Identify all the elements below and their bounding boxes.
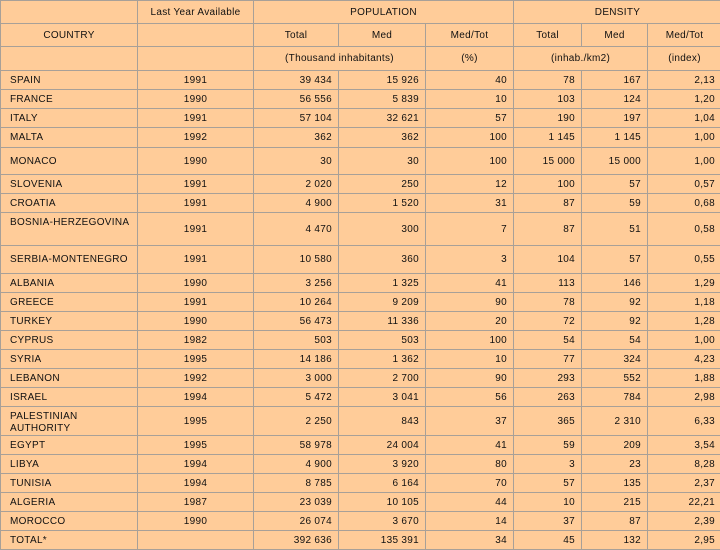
density-med-cell: 57 bbox=[582, 175, 648, 194]
table-row bbox=[1, 90, 720, 109]
population-med-pct-cell: 100 bbox=[426, 128, 514, 148]
table-row bbox=[1, 128, 720, 148]
population-med-pct-cell: 100 bbox=[426, 331, 514, 350]
population-med-cell: 3 920 bbox=[339, 455, 426, 474]
country-cell: EGYPT bbox=[1, 436, 138, 455]
table-row bbox=[1, 493, 720, 512]
year-cell: 1994 bbox=[138, 388, 254, 407]
density-med-cell: 167 bbox=[582, 71, 648, 90]
total-row bbox=[1, 531, 720, 550]
table-row bbox=[1, 274, 720, 293]
year-cell bbox=[138, 531, 254, 550]
table-row bbox=[1, 175, 720, 194]
table-row bbox=[1, 312, 720, 331]
country-cell: CROATIA bbox=[1, 194, 138, 213]
header-pop-medtot: Med/Tot bbox=[426, 24, 514, 47]
population-med-pct-cell: 80 bbox=[426, 455, 514, 474]
population-total-cell: 30 bbox=[254, 148, 339, 175]
year-cell: 1992 bbox=[138, 369, 254, 388]
population-med-pct-cell: 56 bbox=[426, 388, 514, 407]
population-total-cell: 23 039 bbox=[254, 493, 339, 512]
header-empty bbox=[138, 47, 254, 71]
table-row bbox=[1, 194, 720, 213]
population-med-cell: 30 bbox=[339, 148, 426, 175]
year-cell: 1990 bbox=[138, 512, 254, 531]
density-med-cell: 51 bbox=[582, 213, 648, 246]
population-med-pct-cell: 20 bbox=[426, 312, 514, 331]
country-cell: LIBYA bbox=[1, 455, 138, 474]
density-total-cell: 87 bbox=[514, 194, 582, 213]
population-total-cell: 39 434 bbox=[254, 71, 339, 90]
table-row bbox=[1, 474, 720, 493]
density-index-cell: 6,33 bbox=[648, 407, 720, 436]
density-total-cell: 293 bbox=[514, 369, 582, 388]
density-med-cell: 92 bbox=[582, 312, 648, 331]
population-med-cell: 843 bbox=[339, 407, 426, 436]
unit-index: (index) bbox=[648, 47, 720, 71]
country-cell: SERBIA-MONTENEGRO bbox=[1, 246, 138, 274]
year-cell: 1990 bbox=[138, 274, 254, 293]
population-total-cell: 3 000 bbox=[254, 369, 339, 388]
density-total-cell: 78 bbox=[514, 71, 582, 90]
table-row bbox=[1, 512, 720, 531]
density-index-cell: 2,98 bbox=[648, 388, 720, 407]
density-index-cell: 2,39 bbox=[648, 512, 720, 531]
density-index-cell: 1,28 bbox=[648, 312, 720, 331]
density-total-cell: 365 bbox=[514, 407, 582, 436]
density-med-cell: 784 bbox=[582, 388, 648, 407]
density-total-cell: 10 bbox=[514, 493, 582, 512]
density-med-cell: 59 bbox=[582, 194, 648, 213]
country-cell: SYRIA bbox=[1, 350, 138, 369]
population-total-cell: 362 bbox=[254, 128, 339, 148]
population-total-cell: 503 bbox=[254, 331, 339, 350]
population-med-cell: 5 839 bbox=[339, 90, 426, 109]
table-row bbox=[1, 455, 720, 474]
population-total-cell: 4 900 bbox=[254, 455, 339, 474]
table-row bbox=[1, 369, 720, 388]
density-total-cell: 72 bbox=[514, 312, 582, 331]
density-index-cell: 0,57 bbox=[648, 175, 720, 194]
population-med-cell: 362 bbox=[339, 128, 426, 148]
country-cell: MOROCCO bbox=[1, 512, 138, 531]
year-cell: 1995 bbox=[138, 350, 254, 369]
population-total-cell: 5 472 bbox=[254, 388, 339, 407]
population-total-cell: 56 473 bbox=[254, 312, 339, 331]
population-med-cell: 6 164 bbox=[339, 474, 426, 493]
population-med-pct-cell: 90 bbox=[426, 293, 514, 312]
year-cell: 1987 bbox=[138, 493, 254, 512]
density-index-cell: 3,54 bbox=[648, 436, 720, 455]
year-cell: 1991 bbox=[138, 194, 254, 213]
population-med-pct-cell: 41 bbox=[426, 274, 514, 293]
year-cell: 1994 bbox=[138, 455, 254, 474]
year-cell: 1990 bbox=[138, 148, 254, 175]
density-index-cell: 8,28 bbox=[648, 455, 720, 474]
table-row bbox=[1, 407, 720, 436]
density-med-cell: 146 bbox=[582, 274, 648, 293]
population-med-cell: 11 336 bbox=[339, 312, 426, 331]
population-total-cell: 8 785 bbox=[254, 474, 339, 493]
population-total-cell: 56 556 bbox=[254, 90, 339, 109]
density-med-cell: 552 bbox=[582, 369, 648, 388]
header-row-groups bbox=[1, 1, 720, 24]
density-index-cell: 0,58 bbox=[648, 213, 720, 246]
year-cell: 1991 bbox=[138, 71, 254, 90]
country-cell: MONACO bbox=[1, 148, 138, 175]
country-cell: CYPRUS bbox=[1, 331, 138, 350]
year-cell: 1982 bbox=[138, 331, 254, 350]
density-index-cell: 2,13 bbox=[648, 71, 720, 90]
table-row bbox=[1, 331, 720, 350]
population-med-cell: 24 004 bbox=[339, 436, 426, 455]
density-med-cell: 2 310 bbox=[582, 407, 648, 436]
density-index-cell: 0,55 bbox=[648, 246, 720, 274]
country-cell: MALTA bbox=[1, 128, 138, 148]
density-total-cell: 190 bbox=[514, 109, 582, 128]
population-total-cell: 4 900 bbox=[254, 194, 339, 213]
table-row bbox=[1, 436, 720, 455]
population-med-pct-cell: 70 bbox=[426, 474, 514, 493]
population-med-pct-cell: 37 bbox=[426, 407, 514, 436]
table-row bbox=[1, 350, 720, 369]
year-cell: 1991 bbox=[138, 175, 254, 194]
population-med-pct-cell: 31 bbox=[426, 194, 514, 213]
country-cell: GREECE bbox=[1, 293, 138, 312]
header-last-year: Last Year Available bbox=[138, 1, 254, 24]
density-index-cell: 1,18 bbox=[648, 293, 720, 312]
population-med-pct-cell: 12 bbox=[426, 175, 514, 194]
density-total-cell: 100 bbox=[514, 175, 582, 194]
table-row bbox=[1, 148, 720, 175]
density-index-cell: 1,04 bbox=[648, 109, 720, 128]
table-row bbox=[1, 71, 720, 90]
country-cell: ISRAEL bbox=[1, 388, 138, 407]
header-empty bbox=[138, 24, 254, 47]
table-row bbox=[1, 293, 720, 312]
country-cell: ALGERIA bbox=[1, 493, 138, 512]
table-row bbox=[1, 388, 720, 407]
population-total-cell: 14 186 bbox=[254, 350, 339, 369]
year-cell: 1991 bbox=[138, 109, 254, 128]
country-cell: PALESTINIAN AUTHORITY bbox=[1, 407, 138, 436]
density-med-cell: 1 145 bbox=[582, 128, 648, 148]
density-med-cell: 124 bbox=[582, 90, 648, 109]
density-total-cell: 37 bbox=[514, 512, 582, 531]
density-med-cell: 209 bbox=[582, 436, 648, 455]
population-med-cell: 15 926 bbox=[339, 71, 426, 90]
density-index-cell: 22,21 bbox=[648, 493, 720, 512]
density-total-cell: 1 145 bbox=[514, 128, 582, 148]
header-population: POPULATION bbox=[254, 1, 514, 24]
density-med-cell: 15 000 bbox=[582, 148, 648, 175]
header-pop-total: Total bbox=[254, 24, 339, 47]
year-cell: 1995 bbox=[138, 436, 254, 455]
table-row bbox=[1, 246, 720, 274]
population-total-cell: 4 470 bbox=[254, 213, 339, 246]
population-med-cell: 1 520 bbox=[339, 194, 426, 213]
density-total-cell: 45 bbox=[514, 531, 582, 550]
unit-density: (inhab./km2) bbox=[514, 47, 648, 71]
population-med-cell: 503 bbox=[339, 331, 426, 350]
density-total-cell: 113 bbox=[514, 274, 582, 293]
density-index-cell: 1,88 bbox=[648, 369, 720, 388]
population-med-pct-cell: 57 bbox=[426, 109, 514, 128]
density-med-cell: 197 bbox=[582, 109, 648, 128]
header-den-medtot: Med/Tot bbox=[648, 24, 720, 47]
header-row-columns bbox=[1, 24, 720, 47]
header-row-units bbox=[1, 47, 720, 71]
population-med-pct-cell: 100 bbox=[426, 148, 514, 175]
population-med-cell: 300 bbox=[339, 213, 426, 246]
population-med-pct-cell: 44 bbox=[426, 493, 514, 512]
population-med-pct-cell: 3 bbox=[426, 246, 514, 274]
density-index-cell: 2,37 bbox=[648, 474, 720, 493]
year-cell: 1992 bbox=[138, 128, 254, 148]
density-total-cell: 15 000 bbox=[514, 148, 582, 175]
population-total-cell: 2 020 bbox=[254, 175, 339, 194]
year-cell: 1991 bbox=[138, 246, 254, 274]
density-total-cell: 78 bbox=[514, 293, 582, 312]
population-med-pct-cell: 10 bbox=[426, 350, 514, 369]
population-total-cell: 10 264 bbox=[254, 293, 339, 312]
unit-population: (Thousand inhabitants) bbox=[254, 47, 426, 71]
country-cell: TUNISIA bbox=[1, 474, 138, 493]
density-total-cell: 104 bbox=[514, 246, 582, 274]
population-med-cell: 2 700 bbox=[339, 369, 426, 388]
population-med-pct-cell: 10 bbox=[426, 90, 514, 109]
population-med-cell: 135 391 bbox=[339, 531, 426, 550]
population-total-cell: 10 580 bbox=[254, 246, 339, 274]
density-index-cell: 1,00 bbox=[648, 128, 720, 148]
population-med-cell: 10 105 bbox=[339, 493, 426, 512]
density-total-cell: 59 bbox=[514, 436, 582, 455]
density-total-cell: 54 bbox=[514, 331, 582, 350]
density-med-cell: 135 bbox=[582, 474, 648, 493]
header-pop-med: Med bbox=[339, 24, 426, 47]
density-index-cell: 1,00 bbox=[648, 331, 720, 350]
density-total-cell: 77 bbox=[514, 350, 582, 369]
density-med-cell: 54 bbox=[582, 331, 648, 350]
country-cell: BOSNIA-HERZEGOVINA bbox=[1, 213, 138, 246]
year-cell: 1994 bbox=[138, 474, 254, 493]
table-row bbox=[1, 109, 720, 128]
country-cell: SLOVENIA bbox=[1, 175, 138, 194]
population-med-cell: 3 670 bbox=[339, 512, 426, 531]
unit-percent: (%) bbox=[426, 47, 514, 71]
population-med-cell: 360 bbox=[339, 246, 426, 274]
density-total-cell: 87 bbox=[514, 213, 582, 246]
density-med-cell: 23 bbox=[582, 455, 648, 474]
population-total-cell: 26 074 bbox=[254, 512, 339, 531]
density-med-cell: 57 bbox=[582, 246, 648, 274]
population-med-pct-cell: 7 bbox=[426, 213, 514, 246]
density-index-cell: 1,20 bbox=[648, 90, 720, 109]
population-med-cell: 32 621 bbox=[339, 109, 426, 128]
population-total-cell: 58 978 bbox=[254, 436, 339, 455]
country-cell: TOTAL* bbox=[1, 531, 138, 550]
population-total-cell: 392 636 bbox=[254, 531, 339, 550]
table-row bbox=[1, 213, 720, 246]
country-cell: TURKEY bbox=[1, 312, 138, 331]
density-index-cell: 1,00 bbox=[648, 148, 720, 175]
density-total-cell: 103 bbox=[514, 90, 582, 109]
country-cell: SPAIN bbox=[1, 71, 138, 90]
country-cell: FRANCE bbox=[1, 90, 138, 109]
header-den-med: Med bbox=[582, 24, 648, 47]
population-med-cell: 250 bbox=[339, 175, 426, 194]
density-med-cell: 215 bbox=[582, 493, 648, 512]
density-med-cell: 324 bbox=[582, 350, 648, 369]
header-density: DENSITY bbox=[514, 1, 720, 24]
population-med-pct-cell: 34 bbox=[426, 531, 514, 550]
population-med-cell: 3 041 bbox=[339, 388, 426, 407]
population-total-cell: 57 104 bbox=[254, 109, 339, 128]
density-index-cell: 2,95 bbox=[648, 531, 720, 550]
country-cell: ALBANIA bbox=[1, 274, 138, 293]
density-total-cell: 57 bbox=[514, 474, 582, 493]
population-total-cell: 3 256 bbox=[254, 274, 339, 293]
density-total-cell: 263 bbox=[514, 388, 582, 407]
density-index-cell: 0,68 bbox=[648, 194, 720, 213]
density-med-cell: 132 bbox=[582, 531, 648, 550]
header-empty bbox=[1, 47, 138, 71]
density-total-cell: 3 bbox=[514, 455, 582, 474]
country-cell: LEBANON bbox=[1, 369, 138, 388]
population-med-pct-cell: 90 bbox=[426, 369, 514, 388]
header-empty bbox=[1, 1, 138, 24]
header-country: COUNTRY bbox=[1, 24, 138, 47]
population-med-cell: 9 209 bbox=[339, 293, 426, 312]
density-index-cell: 1,29 bbox=[648, 274, 720, 293]
year-cell: 1991 bbox=[138, 213, 254, 246]
year-cell: 1990 bbox=[138, 312, 254, 331]
density-index-cell: 4,23 bbox=[648, 350, 720, 369]
year-cell: 1991 bbox=[138, 293, 254, 312]
population-med-pct-cell: 40 bbox=[426, 71, 514, 90]
population-total-cell: 2 250 bbox=[254, 407, 339, 436]
population-med-cell: 1 362 bbox=[339, 350, 426, 369]
header-den-total: Total bbox=[514, 24, 582, 47]
population-med-cell: 1 325 bbox=[339, 274, 426, 293]
year-cell: 1995 bbox=[138, 407, 254, 436]
population-med-pct-cell: 41 bbox=[426, 436, 514, 455]
density-med-cell: 92 bbox=[582, 293, 648, 312]
year-cell: 1990 bbox=[138, 90, 254, 109]
country-cell: ITALY bbox=[1, 109, 138, 128]
population-med-pct-cell: 14 bbox=[426, 512, 514, 531]
density-med-cell: 87 bbox=[582, 512, 648, 531]
